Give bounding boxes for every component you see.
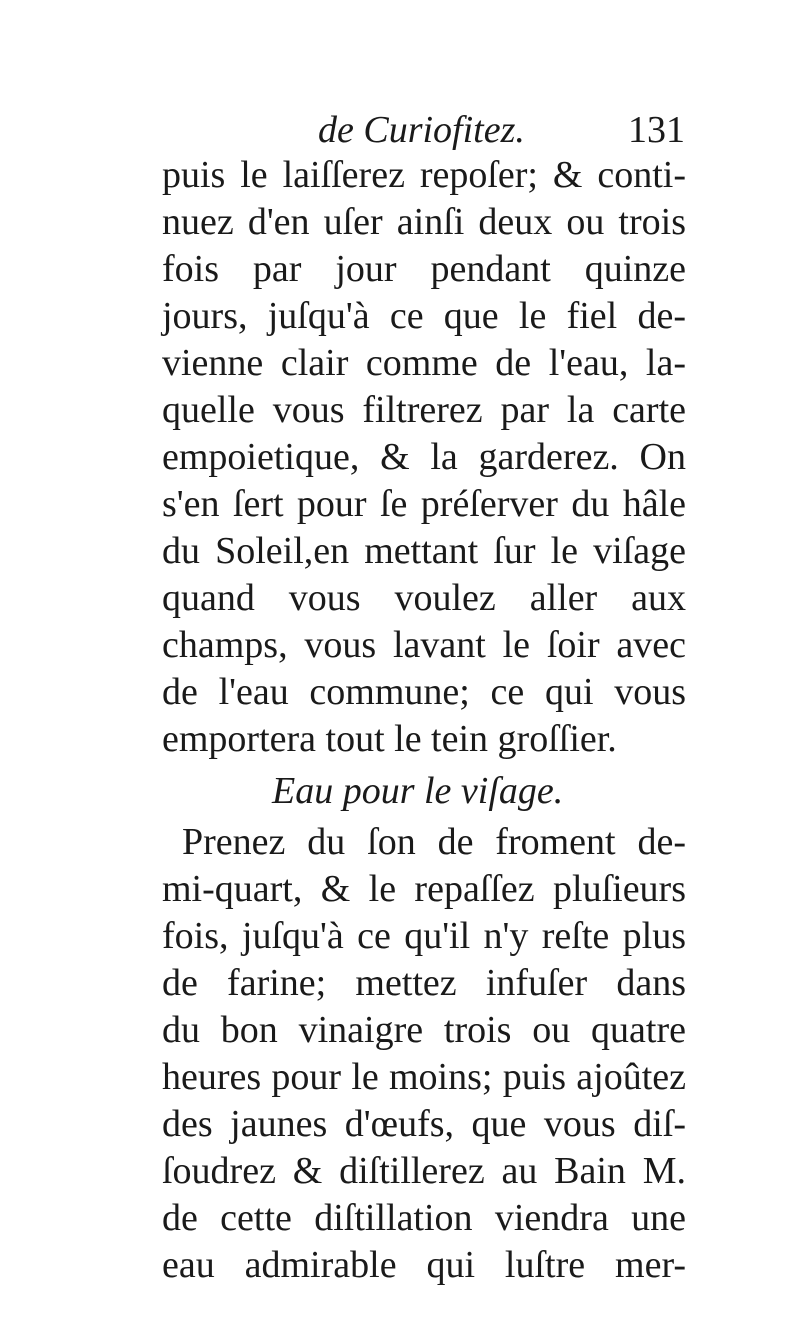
text-line: du bon vinaigre trois ou quatre <box>162 1009 686 1051</box>
page-number: 131 <box>628 109 685 151</box>
text-line: Prenez du ſon de froment de- <box>182 821 686 863</box>
text-line: champs, vous lavant le ſoir avec <box>162 624 686 666</box>
text-line: puis le laiſſerez repoſer; & conti- <box>162 154 686 196</box>
text-line: de cette diſtillation viendra une <box>162 1197 686 1239</box>
text-line: emportera tout le tein groſſier. <box>162 718 617 760</box>
text-line: du Soleil,en mettant ſur le viſage <box>162 530 686 572</box>
text-line: quelle vous filtrerez par la carte <box>162 389 686 431</box>
text-line: quand vous voulez aller aux <box>162 577 686 619</box>
section-heading: Eau pour le viſage. <box>272 770 564 812</box>
body-text <box>162 152 686 1289</box>
text-line: jours, juſqu'à ce que le fiel de- <box>162 295 686 337</box>
text-line: des jaunes d'œufs, que vous diſ- <box>162 1103 686 1145</box>
text-line: eau admirable qui luſtre mer- <box>162 1244 686 1286</box>
running-head: de Curiofitez. <box>318 109 525 151</box>
text-line: fois, juſqu'à ce qu'il n'y reſte plus <box>162 915 686 957</box>
text-line: nuez d'en uſer ainſi deux ou trois <box>162 201 686 243</box>
text-line: fois par jour pendant quinze <box>162 248 686 290</box>
text-line: s'en ſert pour ſe préſerver du hâle <box>162 483 686 525</box>
text-line: mi-quart, & le repaſſez pluſieurs <box>162 868 686 910</box>
text-line: de farine; mettez infuſer dans <box>162 962 686 1004</box>
text-line: de l'eau commune; ce qui vous <box>162 671 686 713</box>
text-line: heures pour le moins; puis ajoûtez <box>162 1056 686 1098</box>
text-line: ſoudrez & diſtillerez au Bain M. <box>162 1150 686 1192</box>
text-line: vienne clair comme de l'eau, la- <box>162 342 686 384</box>
text-line: empoietique, & la garderez. On <box>162 436 686 478</box>
